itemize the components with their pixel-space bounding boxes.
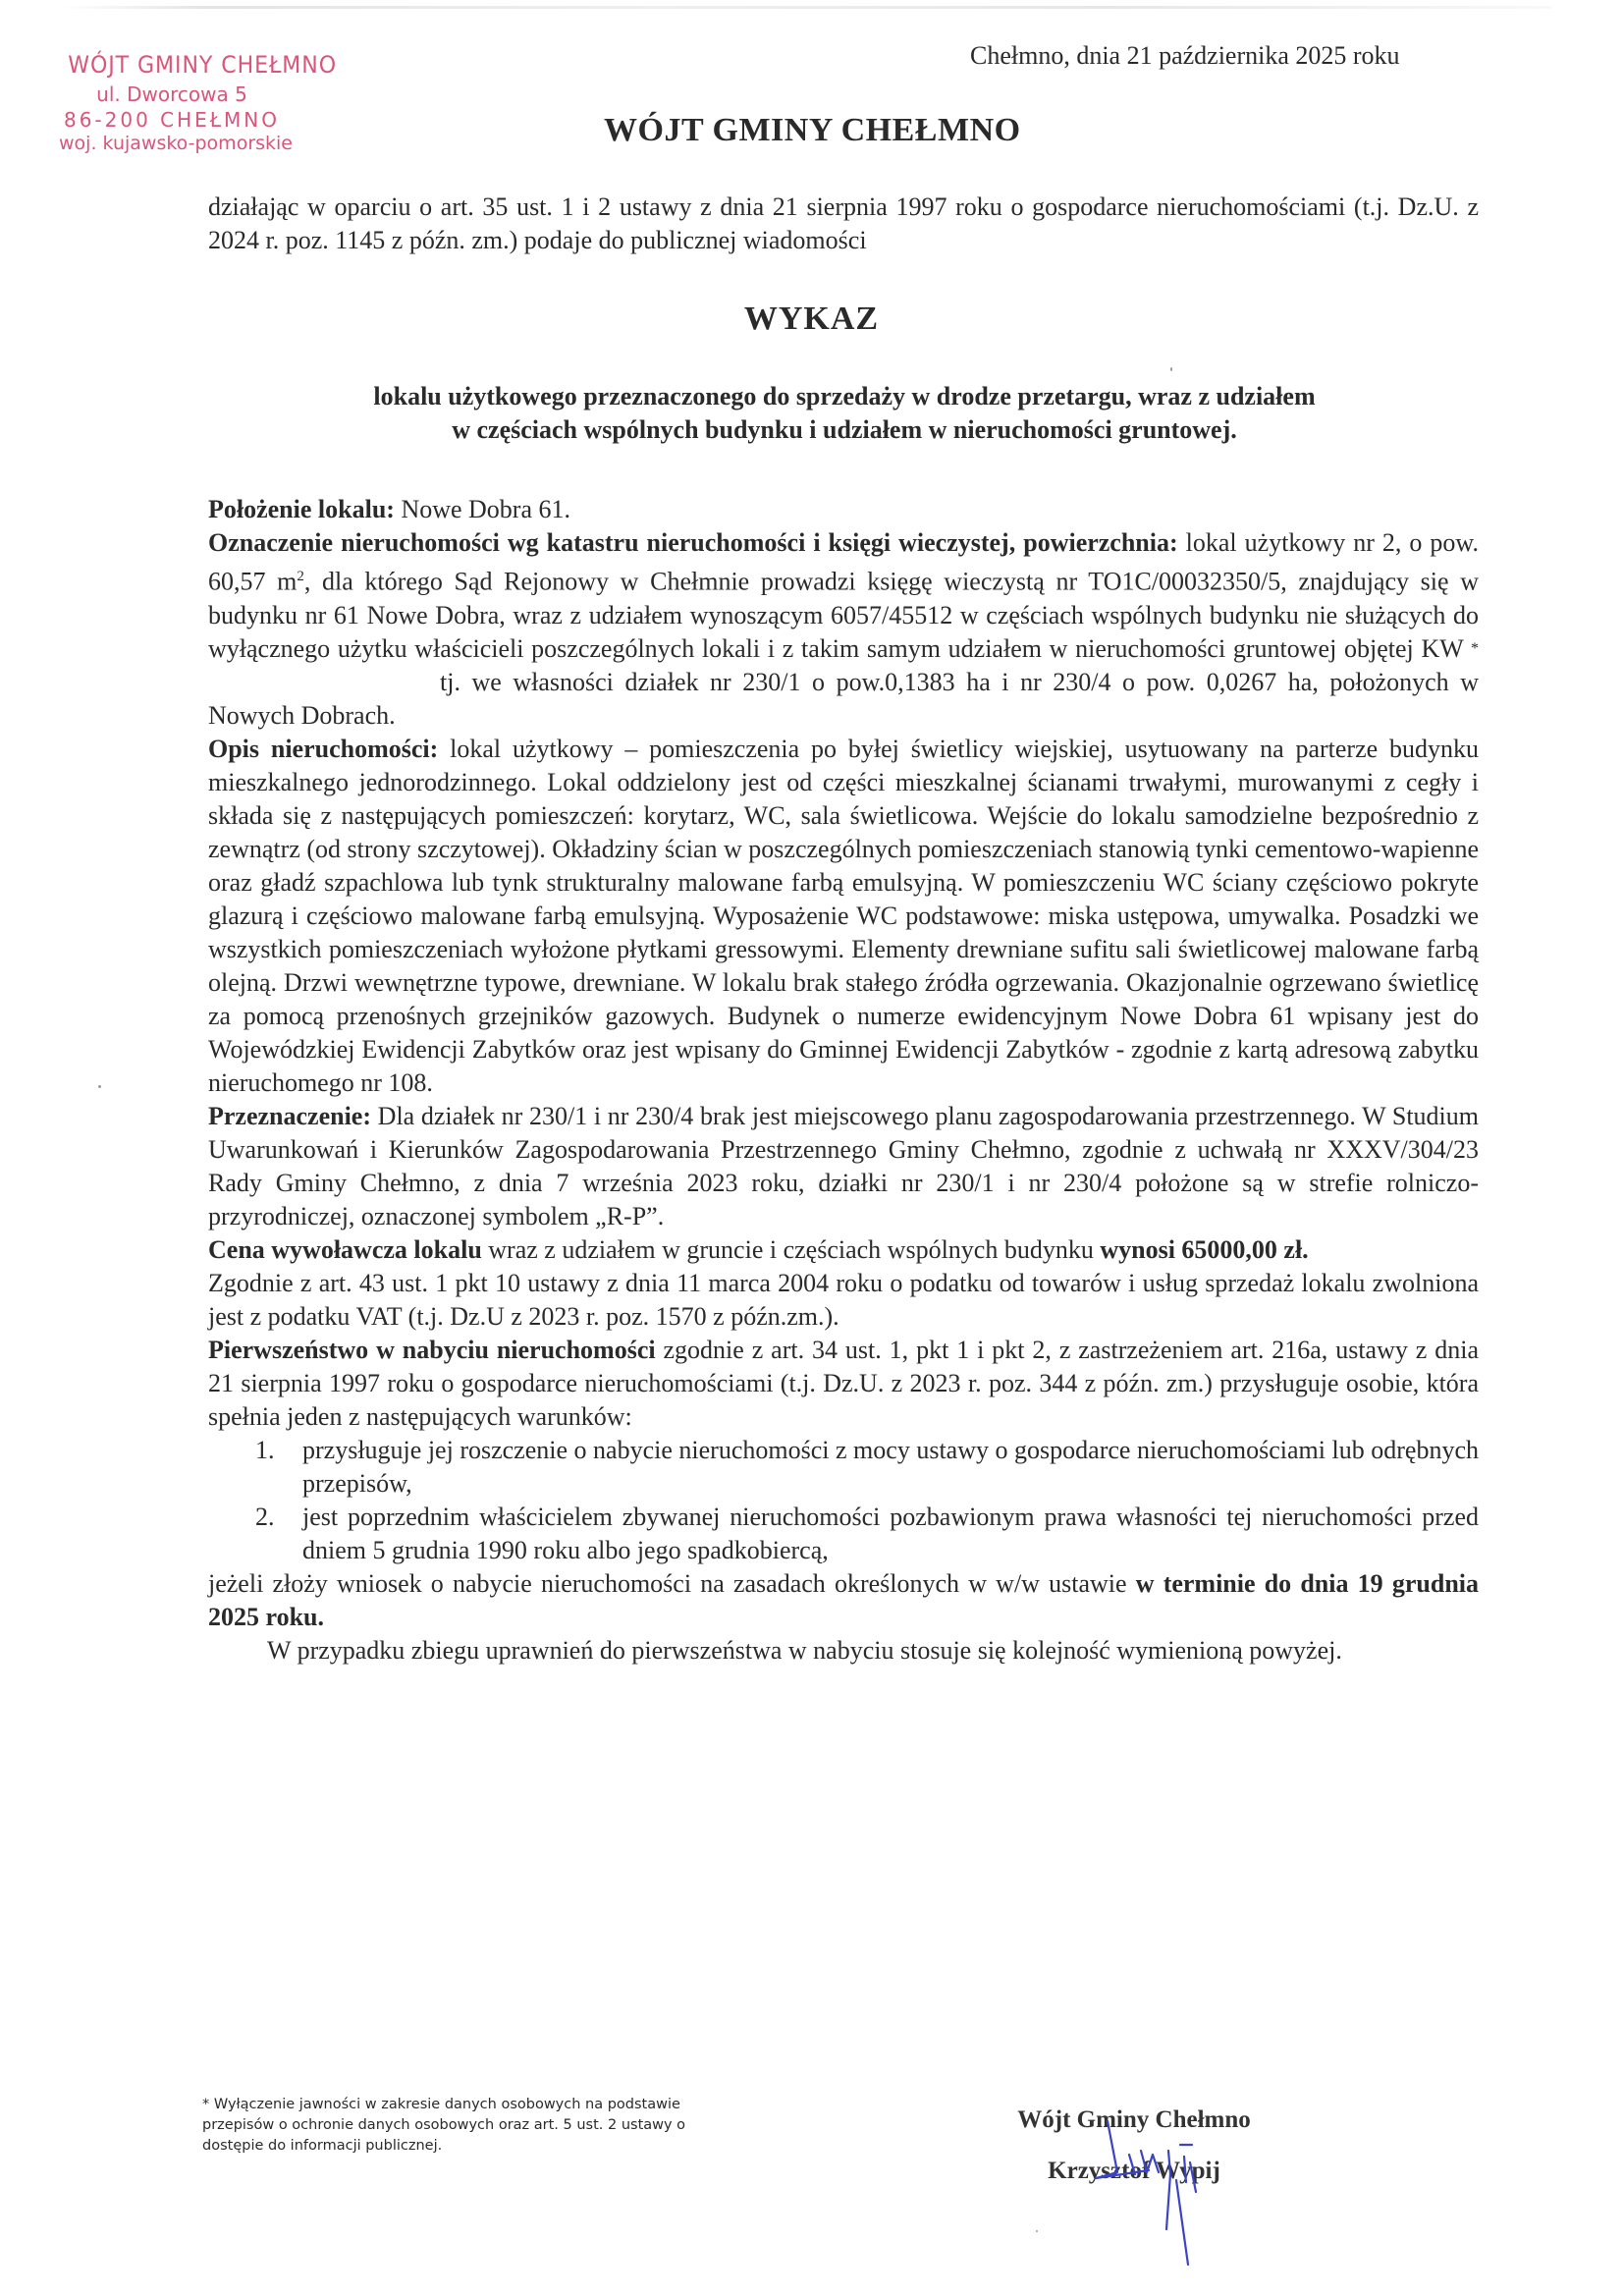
- signatory-title: Wójt Gminy Chełmno: [1017, 2106, 1251, 2133]
- priority-label: Pierwszeństwo w nabyciu nieruchomości: [208, 1335, 656, 1364]
- issuer-title: WÓJT GMINY CHEŁMNO: [604, 112, 1021, 148]
- designation-superscript: 2: [297, 569, 304, 584]
- purpose-text: Dla działek nr 230/1 i nr 230/4 brak jest miejscowego planu zagospodarowania przestrzennego. W Studium Uwarunkowań i Kierunków Zagospodarowania Przestrzennego Gminy Chełmno, zgodnie z uchwałą nr XXXV/304/23 Rady Gminy Chełmno, z dnia 7 września 2023 roku, działki nr 230/1 i nr 230/4 położone są w strefie rolniczo-przyrodniczej, oznaczonej symbolem „R-P”.: [208, 1101, 1479, 1230]
- section-designation: [208, 526, 1479, 733]
- location-label: Położenie lokalu:: [208, 495, 395, 523]
- document-body: [208, 493, 1479, 1667]
- designation-text-b: , dla którego Sąd Rejonowy w Chełmnie prowadzi księgę wieczystą nr TO1C/00032350/5, znajdujący się w budynku nr 61 Nowe Dobra, wraz z udziałem wynoszącym 6057/45512 w częściach wspólnych budynku nie służących do wyłącznego użytku właścicieli poszczególnych lokali i z takim samym udziałem w nieruchomości gruntowej objętej KW: [208, 567, 1479, 663]
- section-location: [208, 493, 1479, 526]
- priority-after-text: jeżeli złoży wniosek o nabycie nieruchomości na zasadach określonych w w/w ustawie: [208, 1568, 1136, 1598]
- purpose-label: Przeznaczenie:: [208, 1101, 372, 1130]
- section-description: [208, 733, 1479, 1100]
- condition-number: 1.: [255, 1435, 275, 1464]
- priority-closing: W przypadku zbiegu uprawnień do pierwszeństwa w nabyciu stosuje się kolejność wymienioną powyżej.: [267, 1635, 1342, 1665]
- section-price: [208, 1233, 1479, 1267]
- priority-text: zgodnie z art. 34 ust. 1, pkt 1 i pkt 2, z zastrzeżeniem art. 216a, ustawy z dnia 21 sierpnia 1997 roku o gospodarce nieruchomościami (t.j. Dz.U. z 2023 r. poz. 344 z późn. zm.) przysługuje osobie, która spełnia jeden z następujących warunków:: [208, 1335, 1479, 1431]
- price-text: wraz z udziałem w gruncie i częściach wspólnych budynku: [481, 1234, 1101, 1264]
- handwritten-signature-icon: [1090, 2111, 1227, 2269]
- stamp-line-4: woj. kujawsko-pomorskie: [59, 133, 294, 154]
- price-value: wynosi 65000,00 zł.: [1100, 1234, 1309, 1264]
- signatory-name: Krzysztof Wypij: [1048, 2158, 1220, 2184]
- office-stamp: [59, 51, 338, 154]
- subtitle-line-2: w częściach wspólnych budynku i udziałem w nieruchomości gruntowej.: [452, 415, 1237, 444]
- stamp-line-2: ul. Dworcowa 5: [96, 82, 247, 106]
- price-label: Cena wywoławcza lokalu: [208, 1234, 482, 1264]
- description-text: lokal użytkowy – pomieszczenia po byłej świetlicy wiejskiej, usytuowany na parterze budynku mieszkalnego jednorodzinnego. Lokal oddzielony jest od części mieszkalnej ścianami trwałymi, murowanymi z cegły i składa się z następujących pomieszczeń: korytarz, WC, sala świetlicowa. Wejście do lokalu samodzielne bezpośrednio z zewnątrz (od strony szczytowej). Okładziny ścian w poszczególnych pomieszczeniach stanowią tynki cementowo-wapienne oraz gładź szpachlowa lub tynk strukturalny malowane farbą emulsyjną. W pomieszczeniu WC ściany częściowo pokryte glazurą i częściowo malowane farbą emulsyjną. Wyposażenie WC podstawowe: miska ustępowa, umywalka. Posadzki we wszystkich pomieszczeniach wyłożone płytkami gressowymi. Elementy drewniane sufitu sali świetlicowej malowane farbą olejną. Drzwi wewnętrzne typowe, drewniane. W lokalu brak stałego źródła ogrzewania. Okazjonalnie ogrzewano świetlicę za pomocą przenośnych grzejników gazowych. Budynek o numerze ewidencyjnym Nowe Dobra 61 wpisany jest do Wojewódzkiej Ewidencji Zabytków oraz jest wpisany do Gminnej Ewidencji Zabytków - zgodnie z kartą adresową zabytku nieruchomego nr 108.: [208, 734, 1480, 1097]
- stamp-line-3: 86-200 CHEŁMNO: [63, 108, 281, 132]
- section-vat: Zgodnie z art. 43 ust. 1 pkt 10 ustawy z dnia 11 marca 2004 roku o podatku od towarów i usług sprzedaż lokalu zwolniona jest z podatku VAT (t.j. Dz.U z 2023 r. poz. 1570 z późn.zm.).: [208, 1268, 1479, 1331]
- description-label: Opis nieruchomości:: [208, 734, 439, 763]
- scan-speck: [1170, 367, 1172, 371]
- condition-item: [208, 1434, 1479, 1501]
- designation-text-c: tj. we własności działek nr 230/1 o pow.0,1383 ha i nr 230/4 o pow. 0,0267 ha, położonych w Nowych Dobrach.: [208, 667, 1479, 730]
- subtitle-line-1: lokalu użytkowego przeznaczonego do sprzedaży w drodze przetargu, wraz z udziałem: [373, 382, 1316, 410]
- scan-artifact-line: [59, 6, 1551, 9]
- condition-item: [208, 1501, 1479, 1567]
- stamp-line-1: WÓJT GMINY CHEŁMNO: [68, 51, 338, 79]
- section-purpose: [208, 1100, 1479, 1233]
- redaction-marker: *: [1471, 639, 1479, 657]
- document-title: WYKAZ: [743, 301, 880, 337]
- condition-text: przysługuje jej roszczenie o nabycie nieruchomości z mocy ustawy o gospodarce nieruchomościami lub odrębnych przepisów,: [302, 1435, 1479, 1498]
- designation-label: Oznaczenie nieruchomości wg katastru nieruchomości i księgi wieczystej, powierzchnia:: [208, 528, 1178, 557]
- scan-speck: [98, 1085, 101, 1088]
- condition-number: 2.: [255, 1502, 275, 1531]
- footnote: * Wyłączenie jawności w zakresie danych osobowych na podstawie przepisów o ochronie danych osobowych oraz art. 5 ust. 2 ustawy o dostępie do informacji publicznej.: [202, 2097, 686, 2154]
- document-date: Chełmno, dnia 21 października 2025 roku: [970, 41, 1400, 70]
- priority-after: [208, 1567, 1479, 1634]
- section-priority: [208, 1334, 1479, 1434]
- scan-speck: [1036, 2230, 1038, 2232]
- priority-deadline: w terminie do dnia 19 grudnia 2025 roku.: [208, 1568, 1479, 1631]
- document-subtitle: [226, 380, 1463, 447]
- location-text: Nowe Dobra 61.: [394, 495, 571, 523]
- priority-conditions-list: [208, 1434, 1479, 1567]
- designation-text-a: lokal użytkowy nr 2, o pow. 60,57 m: [208, 528, 1479, 596]
- condition-text: jest poprzednim właścicielem zbywanej nieruchomości pozbawionym prawa własności tej nieruchomości przed dniem 5 grudnia 1990 roku albo jego spadkobiercą,: [302, 1502, 1479, 1564]
- intro-paragraph: działając w oparciu o art. 35 ust. 1 i 2 ustawy z dnia 21 sierpnia 1997 roku o gospodarce nieruchomościami (t.j. Dz.U. z 2024 r. poz. 1145 z późn. zm.) podaje do publicznej wiadomości: [208, 192, 1479, 254]
